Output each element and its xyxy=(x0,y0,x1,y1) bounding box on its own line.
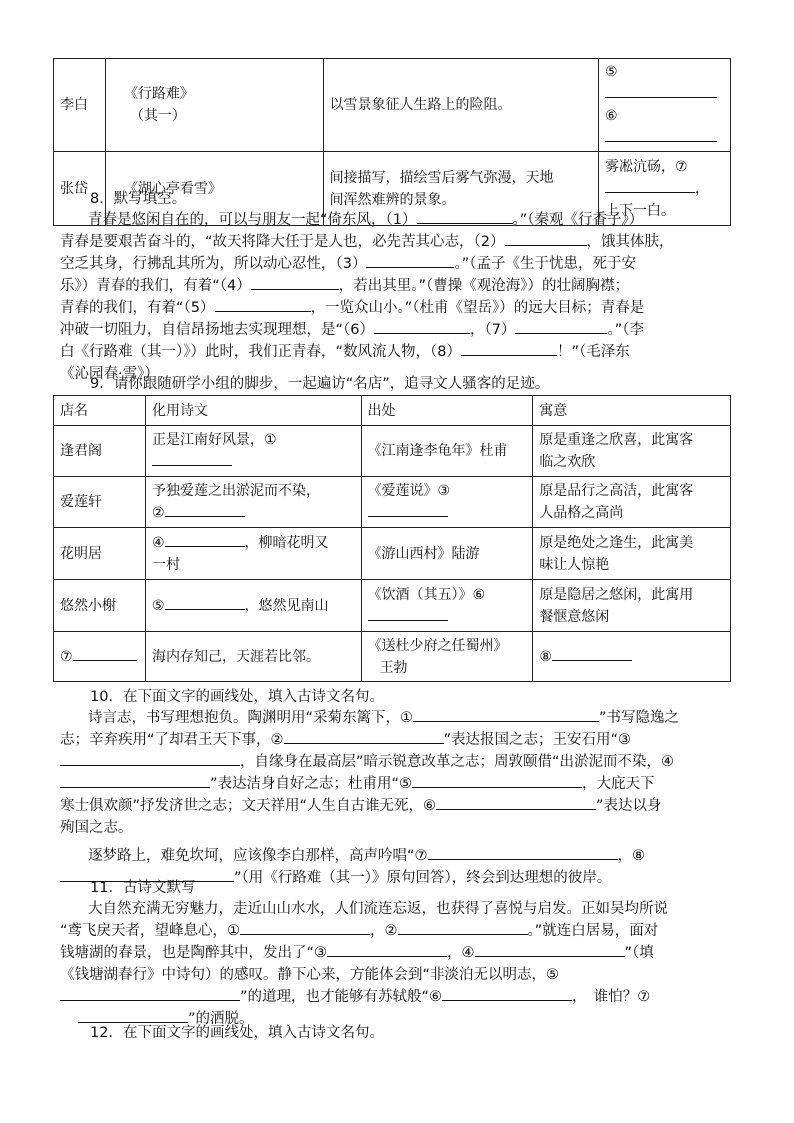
table-row: 逢君阁 正是江南好风景，① 《江南逢李龟年》杜甫 原是重逢之欣喜，此寓客 临之欢欣 xyxy=(54,426,731,477)
description-cell: 以雪景象征人生路上的险阻。 xyxy=(323,59,598,152)
answer-blank[interactable] xyxy=(368,502,448,517)
answer-cell: ⑤ ⑥ xyxy=(599,59,731,152)
answer-blank[interactable] xyxy=(60,986,240,1001)
answer-blank[interactable] xyxy=(366,253,454,268)
answer-blank[interactable] xyxy=(251,275,339,290)
table-row: ⑦ 海内存知己，天涯若比邻。 《送杜少府之任蜀州》 王勃 ⑧ xyxy=(54,632,731,682)
column-header: 化用诗文 xyxy=(145,396,361,426)
answer-blank[interactable] xyxy=(442,986,572,1001)
table-row xyxy=(54,59,731,152)
column-header: 寓意 xyxy=(533,396,731,426)
question-8-body: 青春是悠闲自在的，可以与朋友一起“倚东风，（1） 。”（秦观《行香子》） 青春是要艰苦奋斗的，“故天将降大任于是人也，必先苦其心志，（2） ，饿其体肤， 空乏其身，行拂乱其所为，所以动心忍性，（3） 。”（孟子《生于忧患，死于安 乐》）青春的我们，有着“（4） ，若出其里。”（曹操《观沧海》）的壮阔胸襟； 青春的我们，有着“（5） ，一览众山小。”（杜甫《望岳》）的远大目标；青春是 冲破一切阻力，自信昂扬地去实现理想，是“（6） ，（7） 。”（李 白《行路难（其一）》）此时，我们正青春，“数风流人物，（8） ！”（毛泽东 《沁园春·雪》） xyxy=(60,209,736,385)
answer-blank[interactable] xyxy=(165,595,245,610)
question-9-heading: 9．请你跟随研学小组的脚步，一起遍访“名店”，追寻文人骚客的足迹。 xyxy=(90,376,550,392)
answer-blank[interactable] xyxy=(605,83,717,98)
answer-blank[interactable] xyxy=(605,178,695,193)
answer-blank[interactable] xyxy=(165,532,245,547)
answer-blank[interactable] xyxy=(461,341,557,356)
table-row: 悠然小榭 ⑤ ，悠然见南山 《饮酒（其五）》⑥ 原是隐居之悠闲，此寓用 餐惬意悠闲 xyxy=(54,580,731,632)
table-header-row xyxy=(54,396,731,426)
column-header: 店名 xyxy=(54,396,146,426)
question-11-heading: 11．古诗文默写 xyxy=(90,880,196,896)
question-12-heading: 12．在下面文字的画线处，填入古诗文名句。 xyxy=(90,1025,384,1041)
answer-blank[interactable] xyxy=(60,751,240,766)
answer-blank[interactable] xyxy=(505,231,587,246)
answer-blank[interactable] xyxy=(165,502,245,517)
answer-blank[interactable] xyxy=(60,773,210,788)
answer-blank[interactable] xyxy=(78,1008,188,1023)
answer-blank[interactable] xyxy=(327,942,447,957)
answer-blank[interactable] xyxy=(240,920,370,935)
answer-blank[interactable] xyxy=(475,942,625,957)
famous-shop-table xyxy=(53,395,731,682)
table-row: 爱莲轩 予独爱莲之出淤泥而不染， ② 《爱莲说》③ 原是品行之高洁，此寓客 人品格之高尚 xyxy=(54,477,731,528)
answer-blank[interactable] xyxy=(436,795,596,810)
answer-blank[interactable] xyxy=(284,729,444,744)
poet-cell: 李白 xyxy=(54,59,106,152)
title-cell: 《湖心亭看雪》 xyxy=(105,152,323,226)
question-10-heading: 10．在下面文字的画线处，填入古诗文名句。 xyxy=(90,689,384,705)
answer-blank[interactable] xyxy=(413,707,599,722)
table-row: 花明居 ④ ，柳暗花明又 一村 《游山西村》陆游 原是绝处之逢生，此寓美 味让人惊艳 xyxy=(54,528,731,580)
question-8-heading: 8．默写填空。 xyxy=(90,191,187,207)
answer-blank[interactable] xyxy=(417,209,513,224)
answer-blank[interactable] xyxy=(215,297,311,312)
answer-blank[interactable] xyxy=(152,451,232,466)
answer-blank[interactable] xyxy=(368,606,448,621)
column-header: 出处 xyxy=(361,396,533,426)
description-cell: 间接描写，描绘雪后雾气弥漫，天地 间浑然难辨的景象。 xyxy=(323,152,598,226)
answer-blank[interactable] xyxy=(374,319,470,334)
answer-blank[interactable] xyxy=(552,646,632,661)
answer-blank[interactable] xyxy=(515,319,607,334)
answer-blank[interactable] xyxy=(398,920,528,935)
poet-cell: 张岱 xyxy=(54,152,106,226)
answer-blank[interactable] xyxy=(73,646,137,661)
answer-blank[interactable] xyxy=(428,845,618,860)
title-cell: 《行路难》 （其一） xyxy=(105,59,323,152)
answer-blank[interactable] xyxy=(412,773,582,788)
question-11-body: 大自然充满无穷魅力，走近山山水水，人们流连忘返，也获得了喜悦与启发。正如吴均所说 “鸢飞戾天者，望峰息心，① ，② 。”就连白居易，面对 钱塘湖的春景，也是陶醉其中，发出了“③ ，④ ”（填 《钱塘湖春行》中诗句）的感叹。静下心来，方能体会到“非淡泊无以明志，⑤ ”的道理，也才能够有苏轼般“⑥ ， 谁怕？⑦ ”的洒脱。 xyxy=(60,901,668,1027)
question-10-body: 诗言志，书写理想抱负。陶渊明用“采菊东篱下，① ”书写隐逸之 志；辛弃疾用“了却君王天下事，② ”表达报国之志；王安石用“③ ，自缘身在最高层”暗示锐意改革之志；周敦颐借“出淤泥而不染，④ ”表达洁身自好之志；杜甫用“⑤ ，大庇天下 寒士俱欢颜”抒发济世之志；文天祥用“人生自古谁无死，⑥ ”表达以身 殉国之志。 逐梦路上，难免坎坷，应该像李白那样，高声吟唱“⑦ ，⑧ ”（用《行路难（其一）》原句回答），终会到达理想的彼岸。 xyxy=(60,707,736,889)
answer-blank[interactable] xyxy=(605,127,717,142)
answer-cell: 雾凇沆砀，⑦ ， 上下一白。 xyxy=(599,152,731,226)
